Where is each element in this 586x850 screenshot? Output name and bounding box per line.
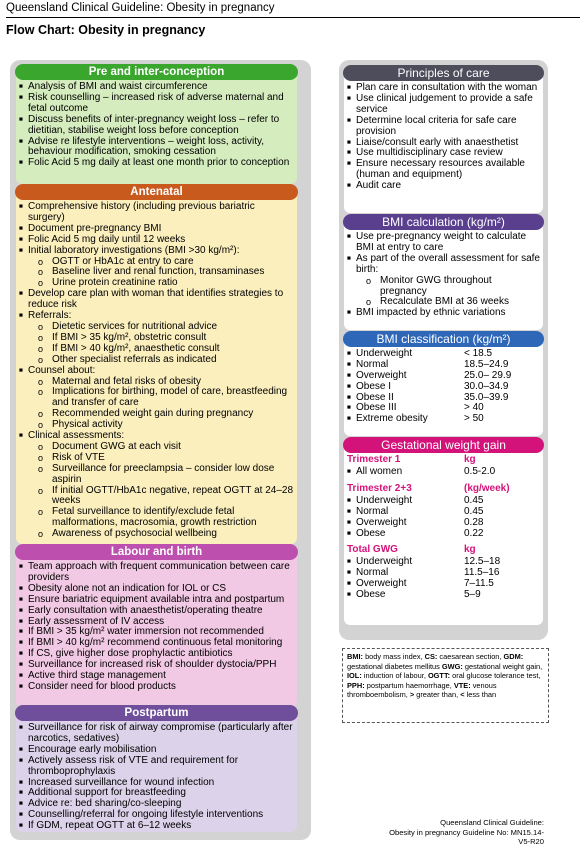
row-label: ■ Obese (356, 589, 386, 601)
list-item-text: Plan care in consultation with the woman (356, 82, 538, 93)
list-item-text: Determine local criteria for safe care provision (356, 114, 517, 137)
section-gestational-weight-gain (344, 438, 543, 625)
section-heading: Principles of care (343, 65, 544, 81)
bmi-classification-table (347, 349, 540, 425)
row-label: ■ Underweight (356, 494, 413, 506)
abbreviation-term: > (409, 690, 415, 700)
list-item-text: Advise re lifestyle interventions – weight loss, activity, behaviour modification, smoking cessation (28, 135, 265, 158)
list-item-text: Encourage early mobilisation (28, 743, 157, 755)
footer-line-1: Queensland Clinical Guideline: (440, 818, 544, 827)
group-unit: kg (464, 454, 476, 465)
sub-list-item: o Fetal surveillance to identify/exclude fetal malformations, macrosomia, growth restriction (28, 507, 294, 529)
list-item-text: If CS, give higher dose prophylactic antibiotics (28, 648, 233, 660)
abbreviation-definition: body mass index, (363, 652, 425, 661)
group-unit: (kg/week) (464, 482, 510, 494)
row-label: ■ Overweight (356, 516, 407, 528)
list-item-text: Risk counselling – increased risk of adverse maternal and fetal outcome (28, 91, 284, 114)
list-item-text: Folic Acid 5 mg daily until 12 weeks (28, 233, 186, 245)
section-body (19, 723, 294, 832)
sub-list-item: o Urine protein creatinine ratio (28, 278, 294, 289)
list-item-text: Obesity alone not an indication for IOL or CS (28, 582, 227, 594)
list-item-text: Referrals: (28, 310, 72, 322)
group-heading-text: Trimester 1 (347, 454, 401, 465)
list-item-text: Clinical assessments: (28, 430, 125, 442)
list-item (19, 202, 294, 224)
abbreviation-definition: gestational diabetes mellitus (347, 661, 442, 671)
page-title: Flow Chart: Obesity in pregnancy (6, 23, 206, 37)
sub-list-item: o OGTT or HbA1c at entry to care (28, 257, 294, 268)
list-item-text: Counselling/referral for ongoing lifestyle interventions (28, 809, 264, 821)
list-item-text: Advice re: bed sharing/co-sleeping (28, 798, 182, 810)
list-item-text: Ensure necessary resources available (human and equipment) (356, 158, 525, 181)
sub-list-item: o If BMI > 40 kg/m², anaesthetic consult (28, 344, 294, 355)
list-item-text: Use pre-pregnancy weight to calculate BMI at entry to care (356, 231, 527, 253)
section-body (347, 232, 540, 319)
list-item-text: Document pre-pregnancy BMI (28, 222, 162, 234)
list-item-text: Discuss benefits of inter-pregnancy weight loss – refer to dietitian, stabilise weight loss before conception (28, 113, 280, 136)
list-item-text: Liaise/consult early with anaesthetist (356, 136, 519, 148)
list-item (19, 137, 294, 159)
list-item (19, 115, 294, 137)
abbreviation-definition: postpartum haemorrhage, (364, 680, 454, 690)
sub-list-item: o Baseline liver and renal function, transaminases (28, 267, 294, 278)
row-value: 7–11.5 (464, 578, 494, 590)
sub-list-item: o Recommended weight gain during pregnancy (28, 409, 294, 420)
section-labour-and-birth (16, 546, 297, 707)
section-bmi-classification (344, 332, 543, 436)
section-heading: Labour and birth (15, 544, 298, 560)
row-label: ■ Overweight (356, 369, 407, 381)
list-item-text: Actively assess risk of VTE and requirement for thromboprophylaxis (28, 754, 239, 777)
abbreviation-term: OGTT: (427, 671, 451, 681)
list-item-text: Counsel about: (28, 364, 96, 376)
row-label: ■ Obese II (356, 391, 394, 403)
sub-list-item: o Risk of VTE (28, 453, 294, 464)
list-item (19, 562, 294, 584)
abbreviation-definition: oral glucose tolerance test, (450, 671, 541, 681)
row-value: 0.45 (464, 505, 484, 517)
list-item-text: Comprehensive history (including previous bariatric surgery) (28, 201, 255, 223)
row-label: ■ Normal (356, 567, 389, 579)
sub-list (28, 377, 294, 432)
group-heading-text: Trimester 2+3 (347, 482, 412, 494)
sub-list-item: o Surveillance for preeclampsia – consider low dose aspirin (28, 464, 294, 486)
section-postpartum (16, 707, 297, 832)
row-value: 0.45 (464, 494, 484, 506)
row-label: ■ Obese I (356, 380, 392, 392)
row-value: 18.5–24.9 (464, 358, 509, 370)
table-row (347, 518, 540, 529)
row-value: > 50 (464, 413, 484, 425)
section-principles-of-care (344, 66, 543, 213)
section-heading: Pre and inter-conception (15, 64, 298, 80)
table-row (347, 590, 540, 601)
abbreviation-definition: less than (464, 690, 497, 700)
table-row (347, 529, 540, 540)
footer (380, 818, 544, 847)
list-item (347, 232, 540, 254)
sub-list (28, 257, 294, 290)
list-item-text: Active third stage management (28, 670, 166, 682)
row-value: 25.0– 29.9 (464, 369, 512, 381)
sub-list-item: o If BMI > 35 kg/m², obstetric consult (28, 333, 294, 344)
sub-list-item: o Awareness of psychosocial wellbeing (28, 529, 294, 540)
list-item (347, 254, 540, 309)
section-body (19, 82, 294, 169)
list-item-text: Ensure bariatric equipment available intra and postpartum (28, 593, 285, 605)
abbreviation-definition: greater than, (414, 690, 461, 700)
list-item (19, 366, 294, 431)
row-label: ■ Underweight (356, 556, 413, 568)
list-item-text: Increased surveillance for wound infection (28, 776, 215, 788)
row-value: 0.28 (464, 516, 484, 528)
sub-list-item: o Physical activity (28, 420, 294, 431)
document-header: Queensland Clinical Guideline: Obesity in pregnancy (6, 2, 580, 18)
section-bmi-calculation (344, 215, 543, 330)
list-item-text: Additional support for breastfeeding (28, 787, 186, 799)
sub-list-item: o Other specialist referrals as indicated (28, 355, 294, 366)
abbreviation-term: < (460, 690, 465, 700)
list-item-text: If BMI > 40 kg/m² recommend continuous fetal monitoring (28, 637, 283, 649)
abbreviation-term: CS: (424, 652, 438, 661)
list-item-text: Early consultation with anaesthetist/operating theatre (28, 604, 263, 616)
list-item-text: If BMI > 35 kg/m² water immersion not recommended (28, 626, 264, 638)
list-item (19, 158, 294, 169)
row-value: 5–9 (464, 589, 481, 601)
list-item-text: Team approach with frequent communication between care providers (28, 561, 290, 583)
list-item (347, 116, 540, 138)
list-item-text: Initial laboratory investigations (BMI >30 kg/m²): (28, 244, 240, 256)
section-body (347, 83, 540, 192)
sub-list-item: o Implications for birthing, model of care, breastfeeding and transfer of care (28, 387, 294, 409)
list-item-text: Surveillance for increased risk of shoulder dystocia/PPH (28, 659, 277, 671)
list-item-text: If GDM, repeat OGTT at 6–12 weeks (28, 820, 192, 832)
list-item-text: Use clinical judgement to provide a safe service (356, 92, 533, 115)
row-value: 0.5-2.0 (464, 466, 496, 477)
row-value: 12.5–18 (464, 556, 501, 568)
abbreviation-term: IOL: (347, 671, 362, 681)
row-label: ■ Normal (356, 505, 389, 517)
row-label: ■ All women (356, 466, 403, 477)
group-heading-text: Total GWG (347, 544, 398, 556)
list-item-text: Analysis of BMI and waist circumference (28, 81, 208, 92)
sub-list (356, 276, 540, 309)
list-item (347, 159, 540, 181)
list-item-text: Consider need for blood products (28, 680, 176, 692)
row-value: 0.22 (464, 527, 484, 539)
row-label: ■ Normal (356, 358, 389, 370)
section-heading: Antenatal (15, 184, 298, 200)
list-item (347, 94, 540, 116)
list-item-text: Early assessment of IV access (28, 615, 165, 627)
list-item (19, 246, 294, 290)
abbreviation-definition: gestational weight gain, (462, 661, 543, 671)
row-label: ■ Obese III (356, 402, 397, 414)
list-item (19, 431, 294, 540)
sub-list-item: o Monitor GWG throughout pregnancy (356, 276, 540, 298)
abbreviation-definition: venous thromboembolism, (347, 680, 497, 700)
row-label: ■ Obese (356, 527, 386, 539)
table-row (347, 382, 540, 393)
row-label: ■ Underweight (356, 348, 413, 359)
footer-line-2: Obesity in pregnancy Guideline No: MN15.14-V5-R20 (389, 827, 544, 846)
list-item-text: BMI impacted by ethnic variations (356, 307, 506, 319)
section-pre-conception (16, 66, 297, 184)
row-label: ■ Overweight (356, 578, 407, 590)
list-item (19, 756, 294, 778)
abbreviation-term: PPH: (347, 680, 365, 690)
row-value: < 18.5 (464, 348, 493, 359)
abbreviation-term: VTE: (453, 680, 471, 690)
abbreviations-box (342, 648, 549, 723)
list-item (19, 723, 294, 745)
list-item-text: Use multidisciplinary case review (356, 147, 503, 159)
section-heading: BMI calculation (kg/m²) (343, 214, 544, 230)
row-value: > 40 (464, 402, 484, 414)
list-item-text: Audit care (356, 180, 402, 192)
abbreviation-definition: caesarean section, (437, 652, 504, 661)
list-item (19, 682, 294, 693)
table-row (347, 467, 540, 478)
list-item (19, 311, 294, 366)
abbreviation-term: GWG: (441, 661, 463, 671)
section-antenatal (16, 186, 297, 544)
section-heading: BMI classification (kg/m²) (343, 331, 544, 347)
row-value: 35.0–39.9 (464, 391, 509, 403)
abbreviation-term: BMI: (347, 652, 364, 661)
list-item (19, 821, 294, 832)
list-item (347, 181, 540, 192)
sub-list-item: o If initial OGTT/HbA1c negative, repeat OGTT at 24–28 weeks (28, 486, 294, 508)
sub-list-item: o Dietetic services for nutritional advice (28, 322, 294, 333)
sub-list-item: o Recalculate BMI at 36 weeks (356, 297, 540, 308)
table-row (347, 414, 540, 425)
sub-list (28, 442, 294, 540)
list-item (19, 93, 294, 115)
sub-list-item: o Document GWG at each visit (28, 442, 294, 453)
section-body (19, 562, 294, 693)
list-item (347, 308, 540, 319)
list-item-text: As part of the overall assessment for safe birth: (356, 252, 540, 275)
list-item-text: Folic Acid 5 mg daily at least one month prior to conception (28, 157, 290, 169)
section-body (19, 202, 294, 540)
row-value: 11.5–16 (464, 567, 500, 579)
sub-list (28, 322, 294, 366)
abbreviation-term: GDM: (503, 652, 524, 661)
list-item-text: Develop care plan with woman that identifies strategies to reduce risk (28, 288, 284, 311)
group-unit: kg (464, 544, 476, 556)
row-value: 30.0–34.9 (464, 380, 509, 392)
abbreviation-definition: induction of labour, (361, 671, 428, 681)
list-item (19, 289, 294, 311)
list-item-text: Surveillance for risk of airway compromise (particularly after narcotics, sedatives) (28, 722, 293, 744)
row-label: ■ Extreme obesity (356, 413, 428, 425)
sub-list-item: o Maternal and fetal risks of obesity (28, 377, 294, 388)
section-heading: Postpartum (15, 705, 298, 721)
gwg-table (347, 455, 540, 601)
section-heading: Gestational weight gain (343, 437, 544, 453)
